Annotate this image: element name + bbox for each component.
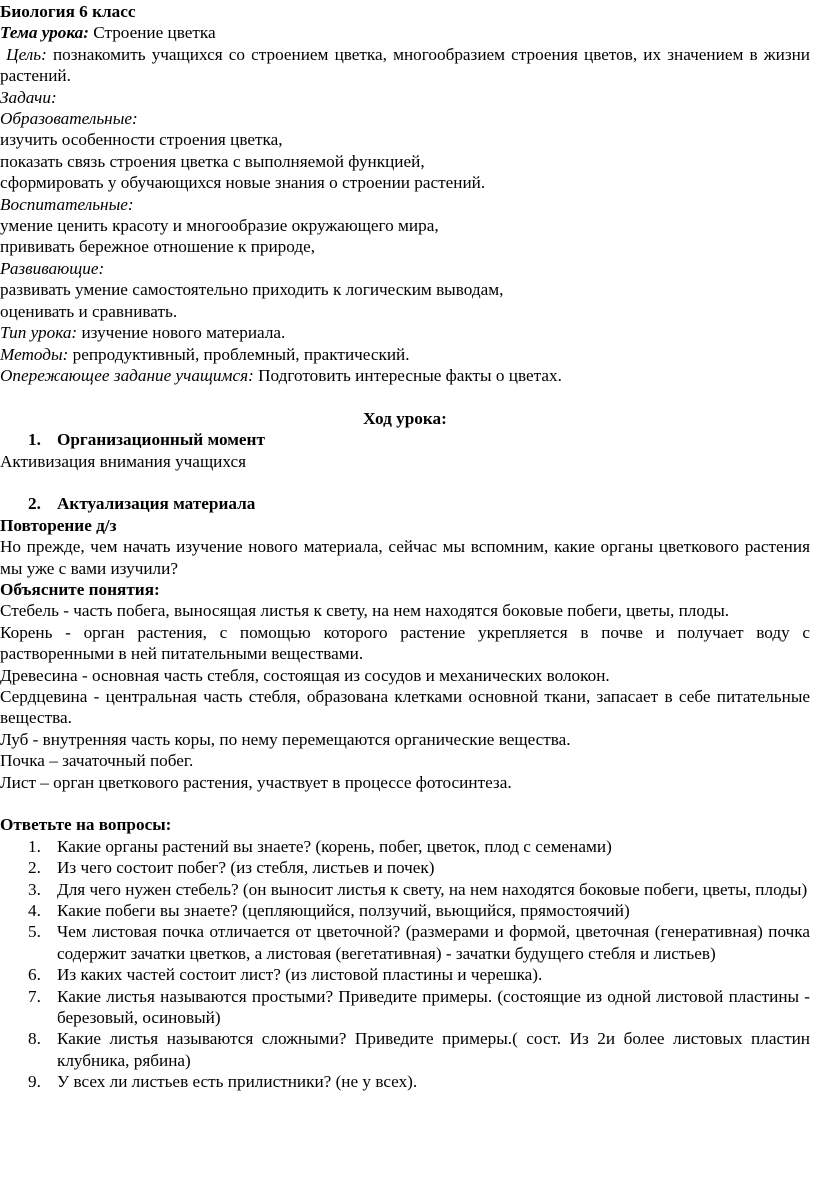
repeat-label: Повторение д/з (0, 515, 117, 535)
concepts-title: Объясните понятия: (0, 579, 160, 599)
question-text: Для чего нужен стебель? (он выносит листья к свету, на нем находятся боковые побеги, цветы, плоды) (57, 879, 808, 899)
question-number: 8. (28, 1029, 41, 1049)
educational-item: сформировать у обучающихся новые знания о строении растений. (0, 173, 486, 193)
concept-item: Лист – орган цветкового растения, участвует в процессе фотосинтеза. (0, 772, 512, 792)
methods-value: репродуктивный, проблемный, практический. (72, 344, 410, 364)
lesson-type-label: Тип урока: (0, 323, 78, 343)
developing-item: оценивать и сравнивать. (0, 301, 178, 321)
concept-item: Корень - орган растения, с помощью которого растение укрепляется в почве и получает воду с растворенными в ней питательными веществами. (0, 622, 810, 664)
goal-value: познакомить учащихся со строением цветка, многообразием строения цветов, их значением в жизни растений. (0, 44, 811, 86)
developing-title: Развивающие: (0, 258, 105, 278)
step-2-title: Актуализация материала (57, 494, 256, 514)
question-item (0, 900, 810, 921)
topic-value: Строение цветка (93, 23, 216, 43)
step-1-text: Активизация внимания учащихся (0, 451, 247, 471)
spacer (0, 386, 810, 407)
advance-task-line (0, 365, 810, 386)
question-number: 7. (28, 986, 41, 1006)
concept-item: Сердцевина - центральная часть стебля, образована клетками основной ткани, запасает в себе питательные вещества. (0, 686, 810, 728)
upbringing-item: прививать бережное отношение к природе, (0, 237, 316, 257)
concept-item: Луб - внутренняя часть коры, по нему перемещаются органические вещества. (0, 729, 571, 749)
question-number: 4. (28, 901, 41, 921)
question-item (0, 879, 810, 900)
questions-title: Ответьте на вопросы: (0, 815, 172, 835)
course-title: Биология 6 класс (0, 2, 136, 21)
question-number: 2. (28, 858, 41, 878)
question-item (0, 1071, 810, 1092)
question-text: Какие листья называются простыми? Приведите примеры. (состоящие из одной листовой пластины - березовый, осиновый) (57, 986, 810, 1028)
educational-item: показать связь строения цветка с выполняемой функцией, (0, 151, 425, 171)
question-item (0, 964, 810, 985)
question-text: Чем листовая почка отличается от цветочной? (размерами и формой, цветочная (генеративная) почка содержит зачатки цветков, а листовая (вегетативная) - зачатки будущего стебля и листьев) (57, 922, 810, 963)
question-text: Из чего состоит побег? (из стебля, листьев и почек) (57, 858, 435, 878)
developing-item: развивать умение самостоятельно приходить к логическим выводам, (0, 280, 504, 300)
repeat-text: Но прежде, чем начать изучение нового материала, сейчас мы вспомним, какие органы цветкового растения мы уже с вами изучили? (0, 537, 810, 578)
step-1-number: 1. (28, 430, 41, 450)
methods-label: Методы: (0, 344, 69, 364)
question-item (0, 857, 810, 878)
topic-label: Тема урока: (0, 23, 89, 43)
step-2-heading (0, 493, 810, 514)
question-item (0, 836, 810, 857)
question-text: Какие листья называются сложными? Приведите примеры.( сост. Из 2и более листовых пластин клубника, рябина) (57, 1029, 810, 1070)
step-2-number: 2. (28, 494, 41, 514)
questions-list (0, 836, 810, 1093)
question-item (0, 986, 810, 1029)
question-number: 9. (28, 1072, 41, 1092)
lesson-course-title: Ход урока: (363, 408, 447, 428)
question-text: Из каких частей состоит лист? (из листовой пластины и черешка). (57, 965, 543, 985)
question-text: Какие органы растений вы знаете? (корень, побег, цветок, плод с семенами) (57, 836, 612, 856)
concept-item: Стебель - часть побега, выносящая листья к свету, на нем находятся боковые побеги, цветы, плоды. (0, 601, 730, 621)
methods-line (0, 344, 810, 365)
spacer (0, 793, 810, 814)
question-text: У всех ли листьев есть прилистники? (не у всех). (57, 1072, 418, 1092)
advance-task-label: Опережающее задание учащимся: (0, 365, 254, 385)
question-number: 5. (28, 922, 41, 942)
concept-item: Почка – зачаточный побег. (0, 751, 194, 771)
topic-line (0, 22, 810, 43)
question-item (0, 921, 810, 964)
advance-task-value: Подготовить интересные факты о цветах. (258, 365, 562, 385)
goal-line (0, 44, 810, 87)
tasks-title: Задачи: (0, 87, 57, 107)
question-item (0, 1028, 810, 1071)
upbringing-item: умение ценить красоту и многообразие окружающего мира, (0, 216, 439, 236)
educational-title: Образовательные: (0, 109, 138, 129)
step-1-title: Организационный момент (57, 430, 265, 450)
concept-item: Древесина - основная часть стебля, состоящая из сосудов и механических волокон. (0, 665, 610, 685)
question-number: 3. (28, 879, 41, 899)
step-1-heading (0, 429, 810, 450)
upbringing-title: Воспитательные: (0, 194, 134, 214)
question-number: 1. (28, 836, 41, 856)
lesson-type-line (0, 322, 810, 343)
question-text: Какие побеги вы знаете? (цепляющийся, ползучий, вьющийся, прямостоячий) (57, 901, 630, 921)
question-number: 6. (28, 965, 41, 985)
educational-item: изучить особенности строения цветка, (0, 130, 283, 150)
spacer (0, 472, 810, 493)
goal-label: Цель: (6, 44, 47, 64)
lesson-type-value: изучение нового материала. (81, 323, 286, 343)
